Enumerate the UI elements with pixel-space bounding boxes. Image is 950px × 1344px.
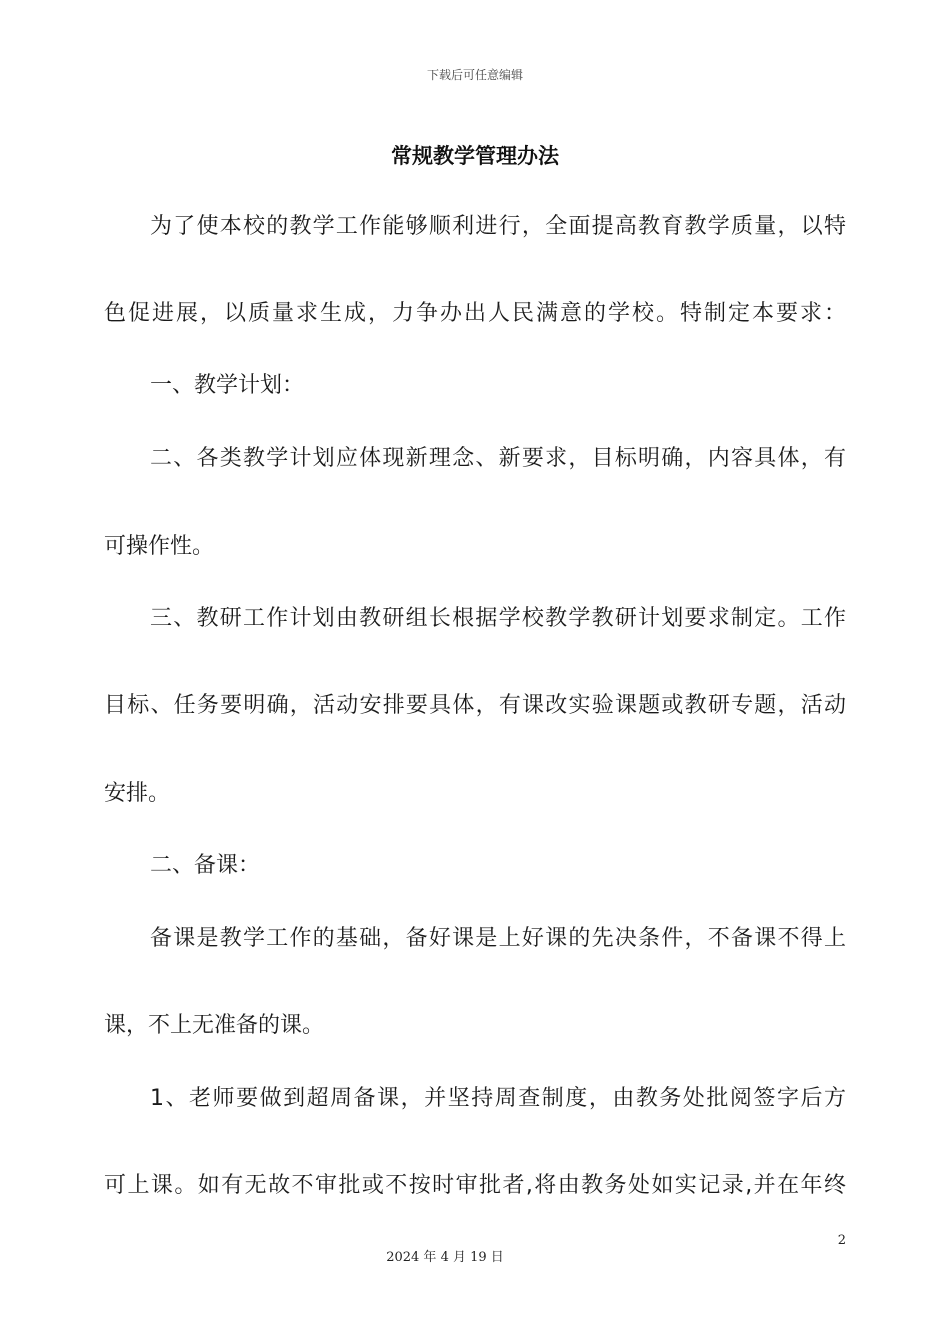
paragraph-line: 可操作性。 xyxy=(104,534,215,559)
paragraph-line: 1、老师要做到超周备课，并坚持周查制度，由教务处批阅签字后方 xyxy=(150,1086,846,1111)
page-header: 下载后可任意编辑 xyxy=(426,68,523,82)
section-heading: 一、教学计划： xyxy=(150,373,305,398)
paragraph-line: 课，不上无准备的课。 xyxy=(104,1013,325,1038)
paragraph-line: 二、各类教学计划应体现新理念、新要求，目标明确，内容具体，有 xyxy=(150,446,846,471)
paragraph-line: 安排。 xyxy=(104,781,171,806)
paragraph-line: 备课是教学工作的基础，备好课是上好课的先决条件，不备课不得上 xyxy=(150,926,846,951)
paragraph-line: 目标、任务要明确，活动安排要具体，有课改实验课题或教研专题，活动 xyxy=(104,693,846,718)
paragraph-line: 为了使本校的教学工作能够顺利进行，全面提高教育教学质量，以特 xyxy=(150,214,846,239)
page-number: 2 xyxy=(837,1233,846,1248)
paragraph-line: 三、教研工作计划由教研组长根据学校教学教研计划要求制定。工作 xyxy=(150,606,846,631)
paragraph-line: 色促进展，以质量求生成，力争办出人民满意的学校。特制定本要求： xyxy=(104,301,846,326)
page-footer-date: 2024 年 4 月 19 日 xyxy=(386,1250,504,1265)
section-heading: 二、备课： xyxy=(150,853,261,878)
document-title: 常规教学管理办法 xyxy=(391,144,559,168)
paragraph-line: 可上课。如有无故不审批或不按时审批者,将由教务处如实记录,并在年终 xyxy=(104,1173,846,1198)
